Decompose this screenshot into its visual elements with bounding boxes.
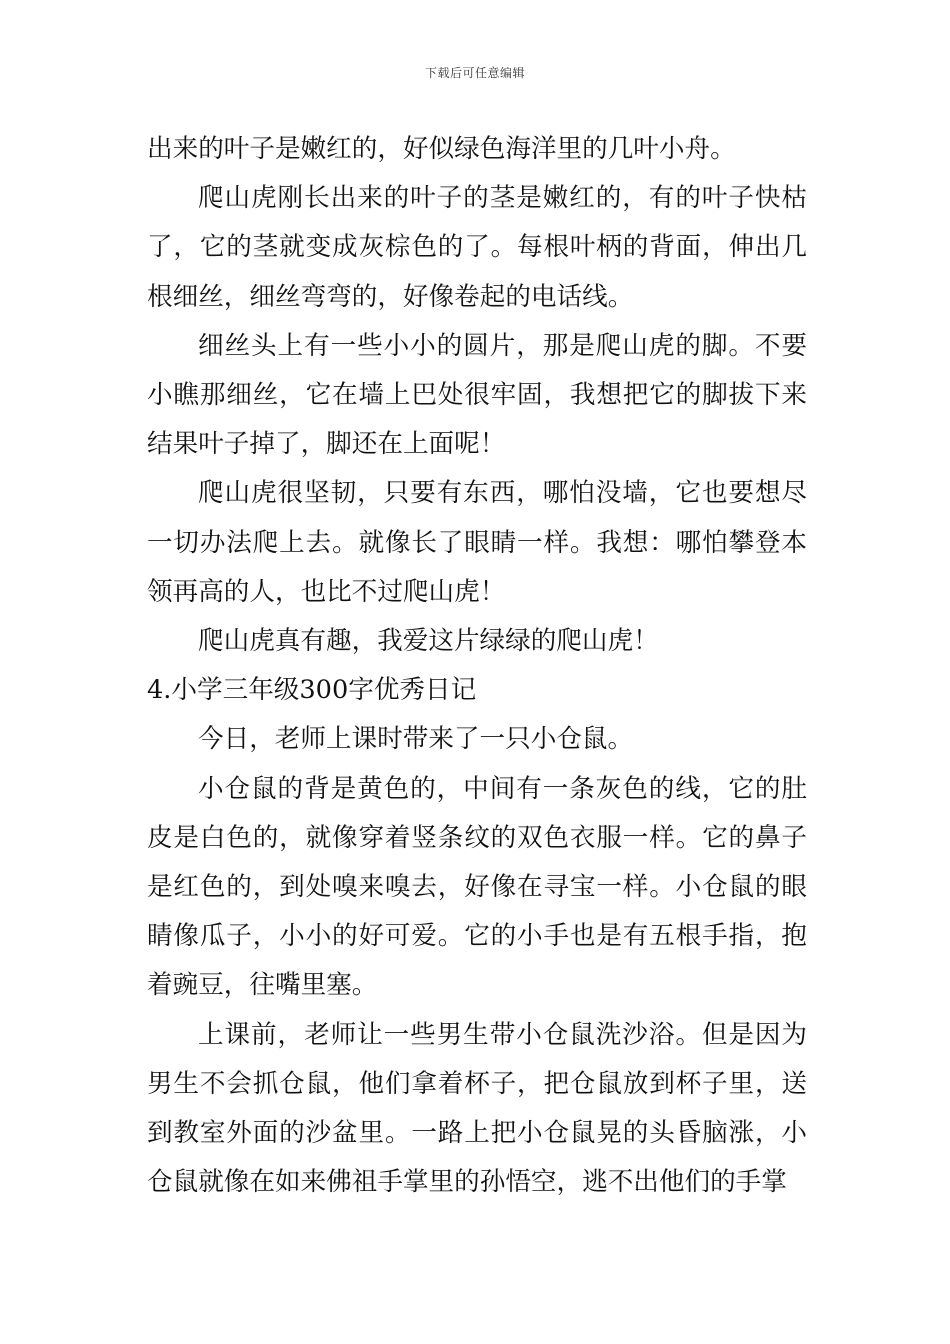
paragraph: 今日，老师上课时带来了一只小仓鼠。 bbox=[198, 724, 634, 755]
paragraph: 爬山虎真有趣，我爱这片绿绿的爬山虎！ bbox=[198, 626, 659, 657]
paragraph: 爬山虎很坚韧，只要有东西，哪怕没墙，它也要想尽一切办法爬上去。就像长了眼睛一样。我想：哪怕攀登本领再高的人，也比不过爬山虎！ bbox=[147, 478, 807, 607]
page-header: 下载后可任意编辑 bbox=[424, 66, 525, 80]
paragraph-continuation: 出来的叶子是嫩红的，好似绿色海洋里的几叶小舟。 bbox=[147, 134, 736, 164]
document-body bbox=[147, 125, 807, 1207]
paragraph: 爬山虎刚长出来的叶子的茎是嫩红的，有的叶子快枯了，它的茎就变成灰棕色的了。每根叶柄的背面，伸出几根细丝，细丝弯弯的，好像卷起的电话线。 bbox=[147, 183, 807, 312]
paragraph: 细丝头上有一些小小的圆片，那是爬山虎的脚。不要小瞧那细丝，它在墙上巴处很牢固，我想把它的脚拔下来结果叶子掉了，脚还在上面呢！ bbox=[147, 330, 807, 460]
paragraph: 上课前，老师让一些男生带小仓鼠洗沙浴。但是因为男生不会抓仓鼠，他们拿着杯子，把仓鼠放到杯子里，送到教室外面的沙盆里。一路上把小仓鼠晃的头昏脑涨，小仓鼠就像在如来佛祖手掌里的孙悟空，逃不出他们的手掌 bbox=[147, 1019, 807, 1198]
paragraph: 小仓鼠的背是黄色的，中间有一条灰色的线，它的肚皮是白色的，就像穿着竖条纹的双色衣服一样。它的鼻子是红色的，到处嗅来嗅去，好像在寻宝一样。小仓鼠的眼睛像瓜子，小小的好可爱。它的小手也是有五根手指，抱着豌豆，往嘴里塞。 bbox=[147, 773, 807, 1001]
section-heading: 4.小学三年级300字优秀日记 bbox=[147, 675, 477, 706]
